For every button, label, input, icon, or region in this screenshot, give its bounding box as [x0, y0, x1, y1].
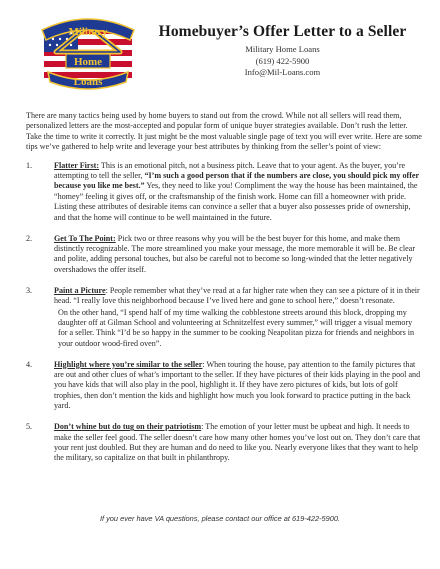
tip-text-second-paragraph: On the other hand, “I spend half of my time walking the cobblestone streets around this block, dropping my daughter off at Gilman School and volunteering at Schnitzelfest every summer,” will trigger a visual memory for a seller. Think “I’d be so happy in the summer to be cooking Neapolitan pizza for friends and neighbors in your outdoor wood-fired oven”. — [58, 307, 415, 348]
logo-text-loans: Loans — [73, 76, 103, 88]
page-title: Homebuyer’s Offer Letter to a Seller — [158, 23, 407, 40]
tip-item-highlight-similarity — [26, 360, 423, 412]
tip-text: Pick two or three reasons why you will be the best buyer for this home, and make them distinctly recognizable. The more streamlined you make your message, the more memorable it will be. Be clear and polite, adding personal touches, but also be careful not to become so long-winded that the letter negatively overshadows the offer itself. — [54, 233, 416, 274]
tip-heading: Don’t whine but do tug on their patriotism — [54, 422, 202, 432]
tip-item-get-to-the-point — [26, 234, 423, 276]
letter-header — [140, 23, 425, 79]
intro-paragraph: There are many tactics being used by home buyers to stand out from the crowd. While not all sellers will read them, personalized letters are the most-accepted and popular form of unique buyer strategies available. Don’t rush the letter. Take the time to write it correctly. It just might be the most valuable single page of text you will ever write. Here are some tips we’ve gathered to help write and leverage your best attributes by thinking from the seller’s point of view: — [26, 111, 422, 152]
tip-heading: Flatter First: — [54, 160, 100, 170]
tip-item-flatter-first — [26, 161, 423, 223]
tip-text: : When touring the house, pay attention to the family pictures that are out and other clues of what’s important to the seller. If they have pictures of their kids playing in the pool and you have kids that will also play in the pool, highlight it. If they have zero pictures of kids, but lots of golf trophies, then don’t mention the kids and highlight how much you look forward to practice putting in the back yard. — [54, 359, 421, 411]
footer-note: If you ever have VA questions, please contact our office at 619-422-5900. — [99, 514, 341, 523]
tip-number: 3. — [26, 285, 33, 295]
email-address: Info@Mil-Loans.com — [244, 67, 321, 77]
tip-text: This is an emotional pitch, not a business pitch. Leave that to your agent. As the buyer, you’re attempting to tell the seller, — [54, 160, 406, 181]
tip-number: 5. — [26, 422, 33, 432]
tip-item-paint-a-picture — [26, 286, 423, 349]
tip-number: 1. — [26, 160, 33, 170]
tip-heading: Paint a Picture — [54, 285, 106, 295]
tip-number: 2. — [26, 233, 33, 243]
company-logo — [38, 12, 138, 92]
tip-text-continued: Yes, they need to like you! Compliment the way the house has been maintained, the “homey” feeling it gives off, or the craftsmanship of the finish work. Home can fill a homeowner with pride. Listing these attributes of desirable items can convince a seller that a buyer also possesses pride of ownership, and that the home will continue to be well maintained in the future. — [54, 181, 418, 222]
tip-heading: Get To The Point: — [54, 233, 116, 243]
logo-text-military: Military — [68, 26, 108, 38]
company-name: Military Home Loans — [245, 44, 320, 54]
tip-number: 4. — [26, 359, 33, 369]
tip-heading: Highlight where you’re similar to the seller — [54, 359, 203, 369]
letter-body — [26, 111, 423, 474]
logo-text-home: Home — [73, 56, 103, 68]
tip-text: : People remember what they’ve read at a far higher rate when they can see a picture of it in their head. “I really love this neighborhood because I’ve lived here and gone to school here,” doesn’t resonate. — [54, 285, 420, 306]
tip-text: : The emotion of your letter must be upbeat and high. It needs to make the seller feel good. The seller doesn’t care how many other homes you’ve lost out on. They don’t care that your rent just doubled. But they are human and do need to like you. Nearly everyone likes that they want to help the military, so capitalize on that built in philanthropy. — [54, 422, 421, 463]
tip-quote: “I’m such a good person that if the numbers are close, you should pick my offer because you like me best.” — [54, 171, 419, 191]
tip-item-patriotism — [26, 422, 423, 464]
contact-block — [140, 44, 425, 79]
phone-number: (619) 422-5900 — [255, 55, 310, 66]
tips-list — [26, 161, 423, 464]
